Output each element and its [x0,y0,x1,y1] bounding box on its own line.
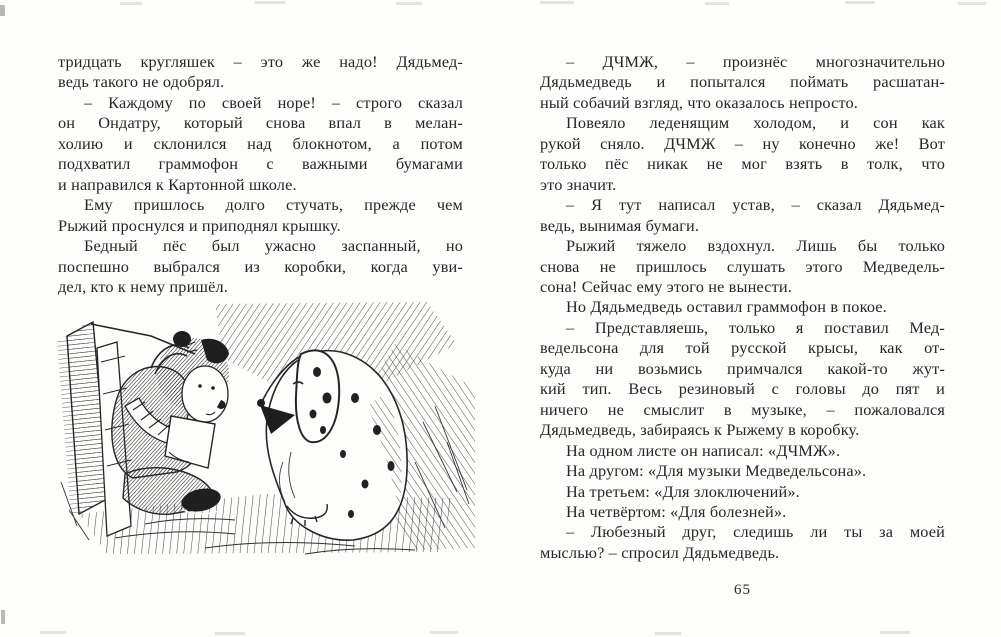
text-line: На одном листе он написал: «ДЧМЖ». [566,440,841,460]
text-line: Ему пришлось долго стучать, прежде чем [84,195,463,215]
text-line: подхватил граммофон с важными бумагами [58,154,463,174]
scan-edge-mark [215,632,245,635]
text-line: На четвёртом: «Для болезней». [566,501,787,521]
text-line: Дядьмедведь и попытался поймать расшатан- [540,72,945,92]
text-line: На другом: «Для музыки Медведельсона». [566,461,867,481]
text-line: На третьем: «Для злоключений». [566,481,800,501]
text-line: кий тип. Весь резиновый с головы до пят и [540,379,945,399]
scan-edge-mark [1,610,5,624]
text-line: рукой сняло. ДЧМЖ – ну конечно же! Вот [540,133,945,153]
text-line: это значит. [540,174,617,194]
text-line: и направился к Картонной школе. [58,174,297,194]
scan-edge-mark [655,632,681,635]
text-line: холию и склонился над блокнотом, а потом [58,133,463,153]
text-line: только пёс никак не мог взять в толк, что [540,154,945,174]
right-page-text [540,52,945,563]
text-line: – ДЧМЖ, – произнёс многозначительно [566,52,945,71]
text-line: – Представляешь, только я поставил Мед- [566,317,945,337]
scan-edge-mark [958,2,986,5]
text-line: дел, кто к нему пришёл. [58,276,228,296]
text-line: Бедный пёс был ужасно заспанный, но [84,236,463,256]
text-line: он Ондатру, который снова впал в мелан- [58,113,463,133]
text-line: сона! Сейчас ему этого не вынести. [540,276,792,296]
text-line: Рыжий тяжело вздохнул. Лишь бы только [566,236,945,256]
scan-edge-mark [255,1,285,4]
scan-edge-mark [120,2,142,5]
text-line: тридцать кругляшек – это же надо! Дядьмед- [58,52,463,71]
text-line: ведельсона для той русской крысы, как от- [540,338,945,358]
text-line: Дядьмедведь, забираясь к Рыжему в коробку. [540,420,860,440]
scan-edge-mark [430,631,458,634]
scan-edge-mark [705,2,729,5]
text-line: куда ни возьмись примчался какой-то жут- [540,358,945,378]
text-line: поспешно выбрался из коробки, когда уви- [58,256,463,276]
scan-edge-mark [880,631,910,634]
page-number: 65 [734,582,751,598]
text-line: ничего не смыслит в музыке, – пожаловался [540,399,945,419]
scan-edge-mark [396,2,422,5]
text-line: – Я тут написал устав, – сказал Дядьмед- [566,195,945,215]
scan-edge-mark [540,1,574,4]
text-line: Повеяло леденящим холодом, и сон как [566,113,945,133]
scan-edge-mark [845,1,875,4]
text-line: ный собачий взгляд, что оказалось непросто. [540,92,859,112]
text-line: Рыжий проснулся и приподнял крышку. [58,215,341,235]
bear-and-dog-illustration [55,302,475,560]
bear-figure [112,331,229,515]
text-line: мыслью? – спросил Дядьмедведь. [540,542,780,562]
left-page-text [58,52,463,297]
text-line: снова не пришлось слушать этого Медведель- [540,256,945,276]
scan-edge-mark [40,631,66,634]
text-line: Но Дядьмедведь оставил граммофон в покое. [566,297,887,317]
text-line: ведь, вынимая бумаги. [540,215,700,235]
text-line: – Каждому по своей норе! – строго сказал [84,92,463,112]
text-line: – Любезный друг, следишь ли ты за моей [566,522,945,542]
scan-edge-mark [0,5,5,16]
text-line: ведь такого не одобрял. [58,72,225,92]
